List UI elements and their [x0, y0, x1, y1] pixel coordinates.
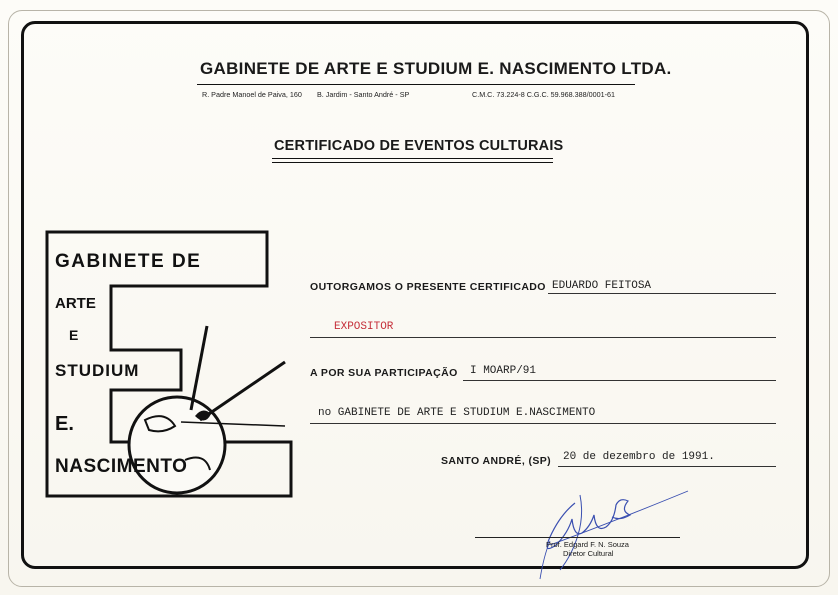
signatory-title: Diretor Cultural	[563, 549, 614, 558]
company-registration: C.M.C. 73.224-8 C.G.C. 59.968.388/0001-61	[472, 90, 616, 99]
venue-text: no GABINETE DE ARTE E STUDIUM E.NASCIMENTO	[318, 407, 596, 419]
signature-line	[475, 537, 680, 538]
title-underline-double	[272, 162, 553, 163]
signature-scribble	[520, 475, 710, 585]
certificate-title: CERTIFICADO DE EVENTOS CULTURAIS	[274, 138, 564, 154]
recipient-line	[548, 293, 776, 294]
logo-text-gabinete: GABINETE DE	[55, 251, 202, 272]
logo-text-e: E	[69, 327, 79, 343]
logo-text-e-initial: E.	[55, 413, 74, 435]
company-district: B. Jardim - Santo André - SP	[317, 90, 410, 99]
company-underline	[197, 84, 635, 85]
company-name: GABINETE DE ARTE E STUDIUM E. NASCIMENTO LTDA.	[200, 59, 672, 78]
event-line	[463, 380, 776, 381]
date-line	[558, 466, 776, 467]
gallery-logo	[45, 230, 295, 500]
signatory-name: Prof. Edgard F. N. Souza	[546, 540, 629, 549]
recipient-role: EXPOSITOR	[334, 321, 394, 333]
certificate-date: 20 de dezembro de 1991.	[563, 451, 715, 463]
company-address: R. Padre Manoel de Paiva, 160	[202, 90, 302, 99]
logo-brush-2	[200, 362, 285, 420]
logo-text-arte: ARTE	[55, 295, 96, 312]
event-name: I MOARP/91	[470, 365, 537, 377]
venue-line	[310, 423, 776, 424]
logo-text-studium: STUDIUM	[55, 361, 140, 380]
role-line	[310, 337, 776, 338]
participation-label: A POR SUA PARTICIPAÇÃO	[310, 367, 458, 379]
logo-text-nascimento: NASCIMENTO	[55, 456, 188, 477]
logo-brush	[191, 326, 207, 410]
recipient-name: EDUARDO FEITOSA	[552, 280, 652, 292]
place-label: SANTO ANDRÉ, (SP)	[441, 455, 552, 467]
award-label: OUTORGAMOS O PRESENTE CERTIFICADO	[310, 281, 546, 293]
title-underline	[272, 158, 553, 159]
